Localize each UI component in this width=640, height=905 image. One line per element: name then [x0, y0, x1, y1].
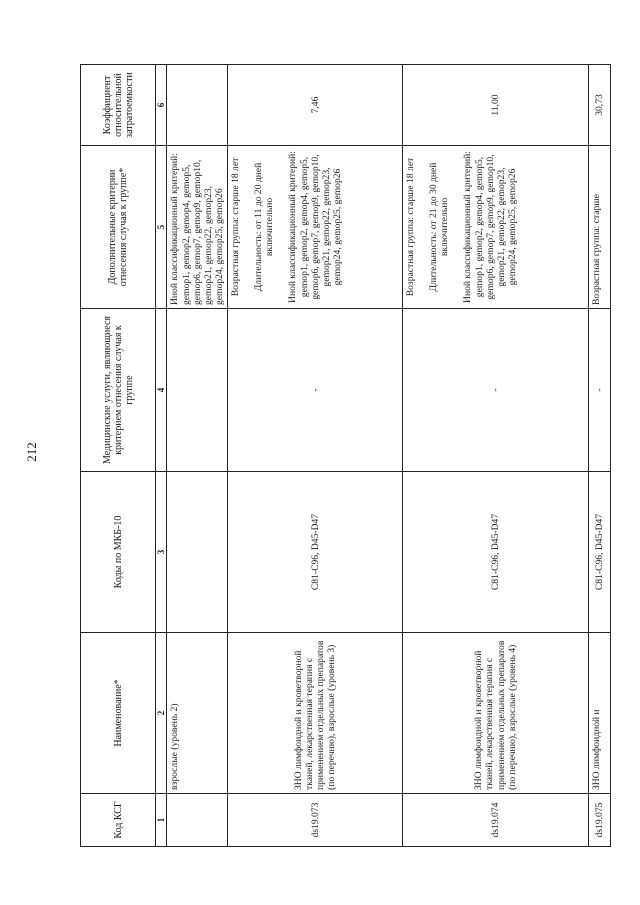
criteria-cell: [228, 146, 403, 309]
criteria-cell: [167, 146, 228, 309]
ksg-name-cell: ЗНО лимфоидной и: [589, 633, 611, 794]
table-header-row: [81, 65, 156, 847]
services-cell: -: [228, 309, 403, 472]
mkb-codes-cell: C81-C96, D45-D47: [228, 472, 403, 633]
coefficient-cell: [167, 65, 228, 146]
table-rotation-frame: [80, 65, 610, 847]
criteria-text: Иной классификационный критерий: gemop1, gemop2, gemop4, gemop5, gemop6, gemop7, gemop9, gemop10, gemop21, gemop22, gemop23, gemop24, gemop25, gemop26: [169, 153, 225, 305]
ksg-code-cell: ds19.073: [228, 794, 403, 847]
table-row: [403, 65, 589, 847]
ksg-name-cell: взрослые (уровень 2): [167, 633, 228, 794]
column-number-row: [156, 65, 167, 847]
services-cell: [167, 309, 228, 472]
criteria-text: Возрастная группа: старше 18 лет: [230, 157, 242, 297]
mkb-codes-cell: [167, 472, 228, 633]
criteria-cell: [589, 146, 611, 309]
mkb-codes-cell: C81-C96, D45-D47: [403, 472, 589, 633]
ksg-code-cell: ds19.074: [403, 794, 589, 847]
table-row: [228, 65, 403, 847]
rotated-table-sheet: [80, 65, 610, 847]
ksg-table: [80, 64, 611, 847]
column-number: 1: [156, 794, 167, 847]
header-services: Медицинские услуги, являющиеся критерием отнесения случая к группе: [81, 309, 156, 472]
table-row: [589, 65, 611, 847]
coefficient-cell: 11,00: [403, 65, 589, 146]
header-code: Код КСГ: [81, 794, 156, 847]
header-mkb: Коды по МКБ-10: [81, 472, 156, 633]
criteria-text: Возрастная группа: старше: [591, 194, 603, 305]
criteria-text: Иной классификационный критерий: gemop1, gemop2, gemop4, gemop5, gemop6, gemop7, gemop9, gemop10, gemop21, gemop22, gemop23, gemop24, gemop25, gemop26: [287, 151, 343, 303]
column-number: 4: [156, 309, 167, 472]
page-number: 212: [24, 442, 39, 462]
column-number: 3: [156, 472, 167, 633]
header-coefficient: Коэффициент относительной затратоемкости: [81, 65, 156, 146]
ksg-code-cell: [167, 794, 228, 847]
ksg-name-cell: ЗНО лимфоидной и кроветворной тканей, лекарственная терапия с применением отдельных препаратов (по перечню), взрослые (уровень 3): [228, 633, 403, 794]
header-name: Наименование*: [81, 633, 156, 794]
criteria-text: Длительность: от 21 до 30 дней включительно: [428, 162, 451, 292]
services-cell: -: [589, 309, 611, 472]
ksg-name-cell: ЗНО лимфоидной и кроветворной тканей, лекарственная терапия с применением отдельных препаратов (по перечню), взрослые (уровень 4): [403, 633, 589, 794]
column-number: 5: [156, 146, 167, 309]
criteria-text: Возрастная группа: старше 18 лет: [405, 157, 417, 297]
criteria-text: Длительность: от 11 до 20 дней включительно: [253, 162, 276, 292]
column-number: 6: [156, 65, 167, 146]
column-number: 2: [156, 633, 167, 794]
ksg-code-cell: ds19.075: [589, 794, 611, 847]
criteria-text: Иной классификационный критерий: gemop1, gemop2, gemop4, gemop5, gemop6, gemop7, gemop9, gemop10, gemop21, gemop22, gemop23, gemop24, gemop25, gemop26: [462, 151, 518, 303]
table-row: [167, 65, 228, 847]
mkb-codes-cell: C81-C96, D45-D47: [589, 472, 611, 633]
coefficient-cell: 7,46: [228, 65, 403, 146]
criteria-cell: [403, 146, 589, 309]
header-criteria: Дополнительные критерии отнесения случая к группе*: [81, 146, 156, 309]
coefficient-cell: 30,73: [589, 65, 611, 146]
services-cell: -: [403, 309, 589, 472]
